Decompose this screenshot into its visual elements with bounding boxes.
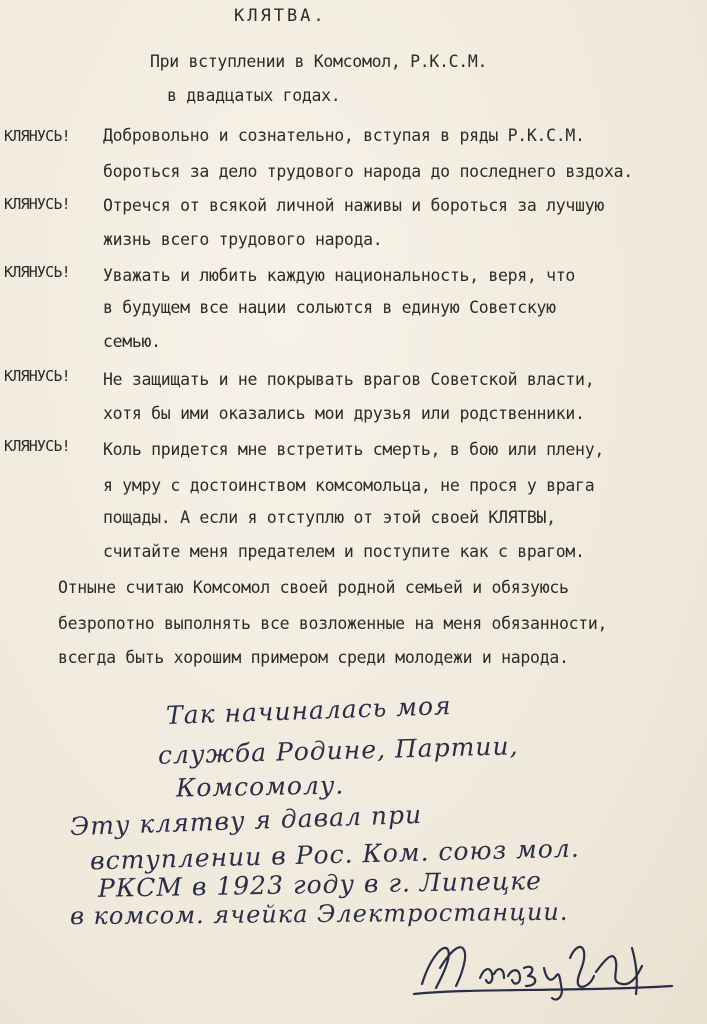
closing-line: всегда быть хорошим примером среди молодежи и народа. [58, 648, 569, 667]
oath-line: семью. [103, 332, 161, 351]
oath-label: КЛЯНУСЬ! [4, 437, 70, 455]
handwritten-line: Так начиналась моя [165, 691, 452, 730]
document-subtitle-line-1: При вступлении в Комсомол, Р.К.С.М. [150, 52, 488, 71]
closing-line: Отныне считаю Комсомол своей родной семьей и обязуюсь [58, 578, 569, 597]
oath-label: КЛЯНУСЬ! [4, 127, 70, 145]
oath-line: Уважать и любить каждую национальность, веря, что [103, 266, 576, 285]
handwritten-line: РКСМ в 1923 году в г. Липецке [97, 866, 543, 903]
handwritten-line: Комсомолу. [175, 770, 345, 803]
oath-line: в будущем все нации сольются в единую Советскую [103, 298, 556, 317]
oath-label: КЛЯНУСЬ! [4, 263, 70, 281]
oath-line: Добровольно и сознательно, вступая в ряды Р.К.С.М. [103, 126, 585, 145]
oath-line: Отречся от всякой личной наживы и бороться за лучшую [103, 196, 604, 215]
handwritten-line: служба Родине, Партии, [157, 731, 519, 770]
oath-line: хотя бы ими оказались мои друзья или родственники. [103, 404, 585, 423]
oath-line: считайте меня предателем и поступите как с врагом. [103, 542, 585, 561]
oath-line: жизнь всего трудового народа. [103, 230, 383, 249]
document-subtitle-line-2: в двадцатых годах. [167, 86, 341, 105]
handwritten-signature [410, 928, 680, 1008]
oath-line: бороться за дело трудового народа до последнего вздоха. [103, 162, 633, 181]
oath-line: Не защищать и не покрывать врагов Советской власти, [103, 370, 595, 389]
document-title: КЛЯТВА. [234, 6, 327, 26]
oath-line: пощады. А если я отступлю от этой своей КЛЯТВЫ, [103, 508, 556, 527]
handwritten-line: в комсом. ячейка Электростанции. [69, 897, 569, 931]
closing-line: безропотно выполнять все возложенные на меня обязанности, [58, 614, 608, 633]
handwritten-line: Эту клятву я давал при [69, 799, 423, 842]
handwritten-line: вступлении в Рос. Ком. союз мол. [89, 833, 581, 876]
oath-label: КЛЯНУСЬ! [4, 195, 70, 213]
oath-line: Коль придется мне встретить смерть, в бою или плену, [103, 440, 604, 459]
oath-label: КЛЯНУСЬ! [4, 367, 70, 385]
oath-line: я умру с достоинством комсомольца, не прося у врага [103, 476, 595, 495]
